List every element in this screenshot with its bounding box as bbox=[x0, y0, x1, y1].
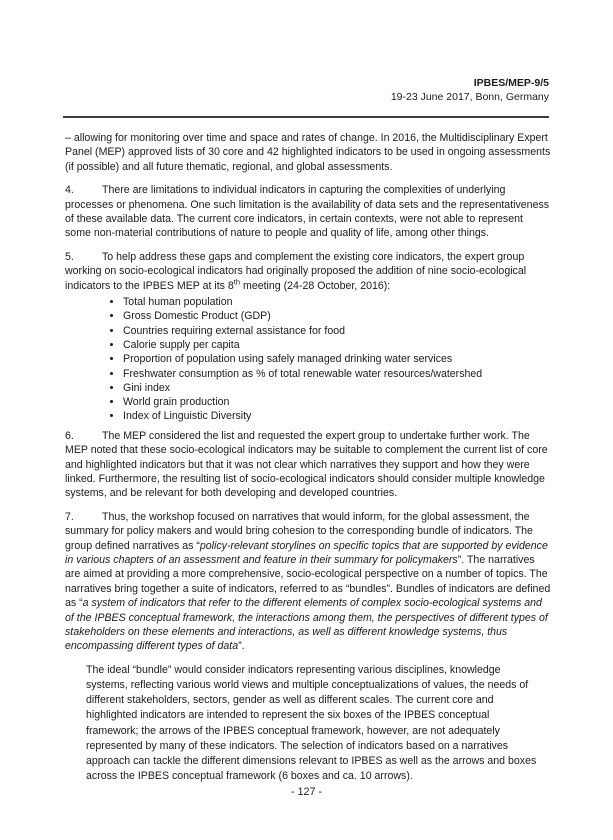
paragraph-text: Thus, the workshop focused on narratives that would inform, for the global assessment, the summary for policy makers and would bring cohesion to the corresponding bundle of indicators. The group defined narratives as “policy-relevant storylines on specific topics that are supported by evidence in various chapters of an assessment and feature in their summary for policymakers”. The narratives are aimed at providing a more comprehensive, socio-ecological perspective on a number of topics. The narratives bring together a suite of indicators, referred to as “bundles”. Bundles of indicators are defined as “a system of indicators that refer to the different elements of complex socio-ecological systems and of the IPBES conceptual framework, the interactions among them, the perspectives of different types of stakeholders on these elements and interactions, as well as different knowledge systems, thus encompassing different types of data”. bbox=[65, 510, 551, 653]
paragraph-number: 4. bbox=[65, 184, 74, 197]
paragraph-number: 5. bbox=[65, 250, 74, 263]
bullet-item: • Index of Linguistic Diversity bbox=[123, 409, 551, 423]
bullet-item: • Gini index bbox=[123, 381, 551, 395]
numbered-paragraph-6 bbox=[65, 429, 551, 501]
page-footer bbox=[0, 786, 613, 798]
paragraph-text: There are limitations to individual indicators in capturing the complexities of underlying processes or phenomena. One such limitation is the availability of data sets and the representativeness of these available data. The current core indicators, in certain contexts, were not able to represent some non-material contributions of nature to people and quality of life, among other things. bbox=[65, 184, 550, 240]
bullet-item: • Freshwater consumption as % of total renewable water resources/watershed bbox=[123, 367, 551, 381]
numbered-paragraph-5 bbox=[65, 250, 551, 293]
bullet-item: • Total human population bbox=[123, 295, 551, 309]
bullet-item: • Proportion of population using safely managed drinking water services bbox=[123, 352, 551, 366]
page-number: - 127 - bbox=[290, 786, 323, 798]
intro-paragraph: – allowing for monitoring over time and space and rates of change. In 2016, the Multidisciplinary Expert Panel (MEP) approved lists of 30 core and 42 highlighted indicators to be used in ongoing assessments (if possible) and all future thematic, regional, and global assessments. bbox=[65, 132, 551, 173]
document-reference: IPBES/MEP-9/5 bbox=[473, 77, 549, 89]
bullet-item: • World grain production bbox=[123, 395, 551, 409]
document-body bbox=[65, 131, 551, 784]
numbered-paragraph-7 bbox=[65, 510, 551, 654]
paragraph-number: 6. bbox=[65, 429, 74, 442]
page-header bbox=[63, 77, 549, 103]
paragraph-text: The MEP considered the list and requested the expert group to undertake further work. The MEP noted that these socio-ecological indicators may be suitable to complement the current list of core and highlighted indicators but that it was not clear which narratives they support and how they were linked. Furthermore, the resulting list of socio-ecological indicators should consider multiple knowledge systems, and be relevant for both developing and developed countries. bbox=[65, 429, 548, 500]
session-info-line: 19-23 June 2017, Bonn, Germany bbox=[390, 91, 549, 103]
paragraph-number: 7. bbox=[65, 510, 74, 523]
closing-paragraph: The ideal “bundle” would consider indicators representing various disciplines, knowledge systems, reflecting various world views and multiple conceptualizations of values, the needs of different stakeholders, sectors, gender as well as different scales. The current core and highlighted indicators are intended to represent the six boxes of the IPBES conceptual framework; the arrows of the IPBES conceptual framework, however, are not adequately represented by many of these indicators. The selection of indicators based on a narratives approach can tackle the different dimensions relevant to IPBES as well as the arrows and boxes across the IPBES conceptual framework (6 boxes and ca. 10 arrows). bbox=[86, 663, 537, 783]
header-divider-rule bbox=[63, 116, 549, 118]
bullet-item: • Gross Domestic Product (GDP) bbox=[123, 309, 551, 323]
bullet-item: • Countries requiring external assistance for food bbox=[123, 324, 551, 338]
numbered-paragraph-4 bbox=[65, 183, 551, 241]
bullet-item: • Calorie supply per capita bbox=[123, 338, 551, 352]
indicator-bullet-list bbox=[65, 295, 551, 424]
paragraph-text: To help address these gaps and complement the existing core indicators, the expert group working on socio-ecological indicators had originally proposed the addition of nine socio-ecological indicators to the IPBES MEP at its 8th meeting (24-28 October, 2016): bbox=[65, 250, 527, 292]
